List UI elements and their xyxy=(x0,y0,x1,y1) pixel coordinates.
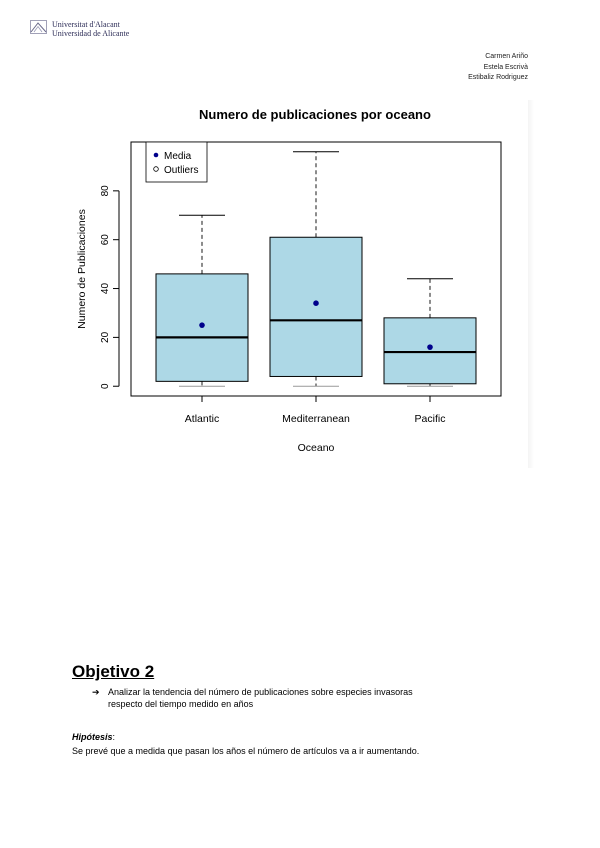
author-3: Estibaliz Rodriguez xyxy=(468,74,528,81)
y-tick-label-1: 20 xyxy=(100,331,111,343)
box-iqr xyxy=(384,318,476,384)
arrow-bullet-icon: ➔ xyxy=(92,687,100,697)
mean-point xyxy=(427,344,433,350)
hypothesis-colon: : xyxy=(112,732,116,742)
box-pacific xyxy=(384,279,476,386)
logo-line-1: Universitat d'Alacant xyxy=(52,20,120,29)
legend-media-marker xyxy=(154,153,159,158)
logo-line-2: Universidad de Alicante xyxy=(52,29,130,38)
boxplot-chart xyxy=(60,96,530,468)
y-tick-label-2: 40 xyxy=(100,282,111,295)
x-tick-label-0: Atlantic xyxy=(184,413,220,425)
objective-bullet xyxy=(92,686,512,710)
x-axis xyxy=(185,396,446,425)
legend-media-label: Media xyxy=(164,151,192,162)
boxes-group xyxy=(156,152,476,386)
hypothesis-text: Se prevé que a medida que pasan los años el número de artículos va a ir aumentando. xyxy=(72,746,420,756)
box-iqr xyxy=(270,237,362,376)
bullet-text-line-2: respecto del tiempo medido en años xyxy=(108,699,254,709)
x-axis-label: Oceano xyxy=(297,442,335,454)
x-tick-label-1: Mediterranean xyxy=(282,413,350,425)
authors-block xyxy=(468,52,528,84)
legend xyxy=(146,142,207,182)
mean-point xyxy=(313,300,319,306)
author-1: Carmen Ariño xyxy=(485,53,528,60)
legend-box xyxy=(146,142,207,182)
hypothesis-label: Hipótesis xyxy=(72,732,113,742)
boxplot-svg xyxy=(60,96,530,468)
university-logo xyxy=(30,20,129,38)
legend-outliers-label: Outliers xyxy=(164,165,199,176)
university-crest-icon xyxy=(30,20,47,34)
bullet-text-line-1: Analizar la tendencia del número de publicaciones sobre especies invasoras xyxy=(108,687,413,697)
y-tick-label-4: 80 xyxy=(100,185,111,197)
y-tick-label-3: 60 xyxy=(100,234,111,246)
mean-point xyxy=(199,322,205,328)
x-tick-label-2: Pacific xyxy=(414,413,446,425)
box-atlantic xyxy=(156,215,248,386)
y-axis-label: Numero de Publicaciones xyxy=(76,209,88,329)
y-axis xyxy=(100,185,119,389)
author-2: Estela Escrivà xyxy=(483,63,528,71)
section-title: Objetivo 2 xyxy=(72,662,155,681)
y-tick-label-0: 0 xyxy=(100,383,111,390)
box-mediterranean xyxy=(270,152,362,386)
hypothesis-label-row xyxy=(72,732,115,742)
chart-title: Numero de publicaciones por oceano xyxy=(199,107,431,122)
